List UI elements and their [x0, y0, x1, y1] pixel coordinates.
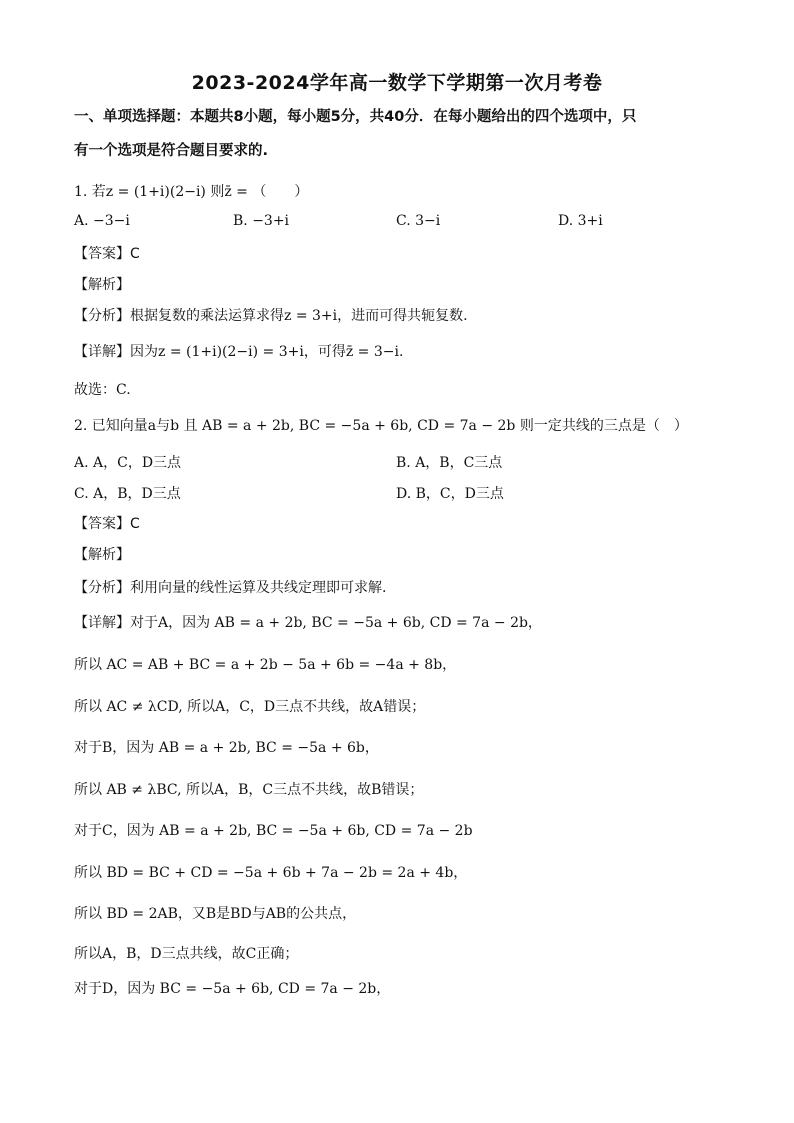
q2-detail-line-8: 所以 BD = 2AB，又B是BD与AB的公共点， [74, 906, 357, 922]
q2-jiexi: 【解析】 [74, 547, 130, 563]
q2-option-c: C. A，B，D三点 [74, 486, 181, 502]
q2-option-a: A. A，C，D三点 [74, 455, 182, 471]
q2-answer: 【答案】C [74, 516, 140, 532]
q2-analysis: 【分析】利用向量的线性运算及共线定理即可求解. [74, 580, 387, 596]
q1-option-b: B. −3+i [233, 213, 290, 229]
section-heading-line-1: 一、单项选择题：本题共8小题，每小题5分，共40分．在每小题给出的四个选项中，只 [74, 109, 637, 125]
q1-detail: 【详解】因为z = (1+i)(2−i) = 3+i，可得z̄ = 3−i. [74, 344, 404, 360]
q1-option-c: C. 3−i [396, 213, 441, 229]
q2-detail-line-3: 所以 AC ≠ λCD, 所以A，C，D三点不共线，故A错误； [74, 699, 426, 715]
q1-analysis: 【分析】根据复数的乘法运算求得z = 3+i，进而可得共轭复数. [74, 308, 468, 324]
q2-stem: 2. 已知向量a与b 且 AB = a + 2b, BC = −5a + 6b, CD = 7a − 2b 则一定共线的三点是（ ） [74, 418, 688, 434]
q1-jiexi: 【解析】 [74, 277, 130, 293]
q2-detail-line-6: 对于C，因为 AB = a + 2b, BC = −5a + 6b, CD = 7a − 2b [74, 823, 473, 839]
q2-option-b: B. A，B，C三点 [396, 455, 503, 471]
q2-detail-line-5: 所以 AB ≠ λBC, 所以A，B，C三点不共线，故B错误； [74, 782, 424, 798]
q1-option-a: A. −3−i [74, 213, 130, 229]
page-title: 2023-2024学年高一数学下学期第一次月考卷 [191, 72, 603, 94]
q2-option-d: D. B，C，D三点 [396, 486, 504, 502]
q2-detail-line-2: 所以 AC = AB + BC = a + 2b − 5a + 6b = −4a + 8b， [74, 657, 457, 673]
q1-stem: 1. 若z = (1+i)(2−i) 则z̄ = （ ） [74, 184, 309, 200]
q2-detail-line-10: 对于D，因为 BC = −5a + 6b, CD = 7a − 2b， [74, 981, 391, 997]
q2-detail-line-1: 【详解】对于A，因为 AB = a + 2b, BC = −5a + 6b, CD = 7a − 2b， [74, 615, 542, 631]
q2-detail-line-4: 对于B，因为 AB = a + 2b, BC = −5a + 6b， [74, 740, 379, 756]
section-heading-line-2: 有一个选项是符合题目要求的. [74, 143, 269, 159]
q1-answer: 【答案】C [74, 246, 140, 262]
q2-detail-line-7: 所以 BD = BC + CD = −5a + 6b + 7a − 2b = 2a + 4b， [74, 865, 468, 881]
q1-option-d: D. 3+i [558, 213, 603, 229]
q2-detail-line-9: 所以A，B，D三点共线，故C正确； [74, 946, 299, 962]
q1-choice: 故选：C. [74, 382, 131, 398]
